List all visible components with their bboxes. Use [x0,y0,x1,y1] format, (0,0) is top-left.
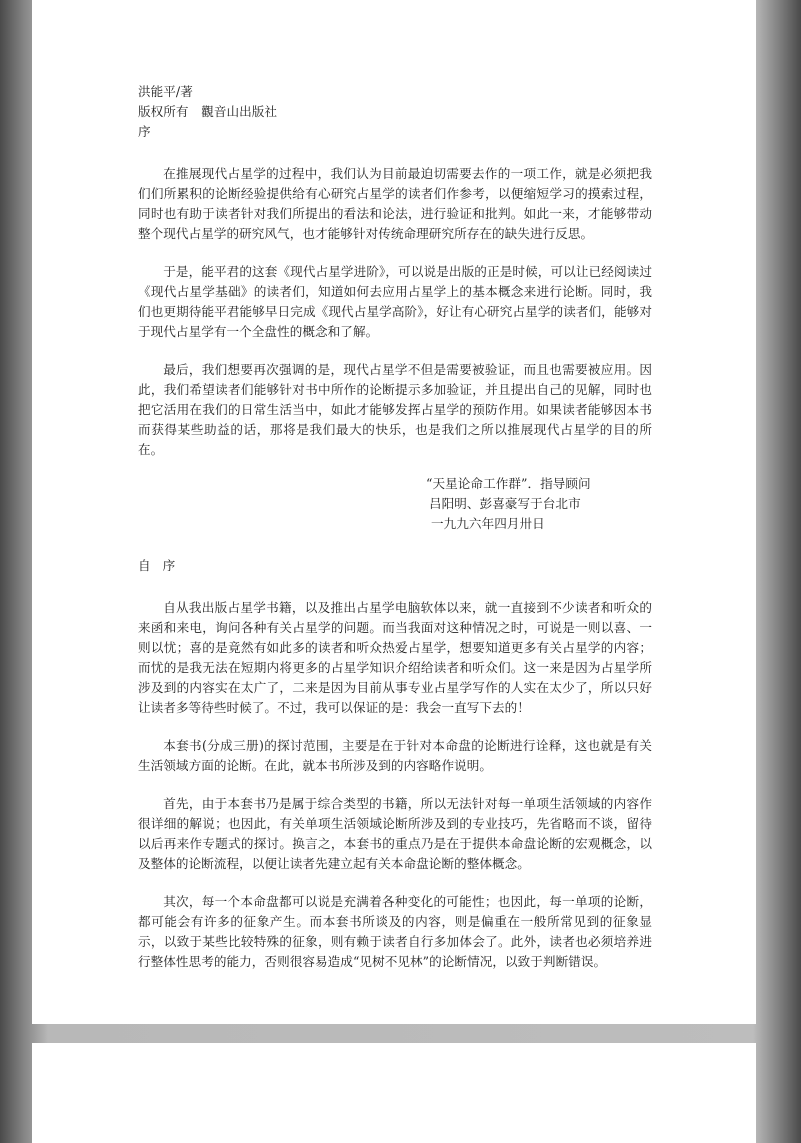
signature-date: 一九九六年四月卅日 [431,516,545,531]
preface-heading: 序 [138,124,151,139]
page-content [138,82,652,972]
document-page [32,0,756,1024]
preface-paragraph-1: 在推展现代占星学的过程中，我们认为目前最迫切需要去作的一项工作，就是必须把我们们所累积的论断经验提供给有心研究占星学的读者们作参考，以便缩短学习的摸索过程，同时也有助于读者针对我们所提出的看法和论法，进行验证和批判。如此一来，才能够带动整个现代占星学的研究风气，也才能够针对传统命理研究所存在的缺失进行反思。 [138,166,652,241]
self-preface-paragraph-1: 自从我出版占星学书籍，以及推出占星学电脑软体以来，就一直接到不少读者和听众的来函和来电，询问各种有关占星学的问题。而当我面对这种情况之时，可说是一则以喜、一则以忧；喜的是竟然有如此多的读者和听众热爱占星学，想要知道更多有关占星学的内容；而忧的是我无法在短期内将更多的占星学知识介绍给读者和听众们。这一来是因为占星学所涉及到的内容实在太广了，二来是因为目前从事专业占星学写作的人实在太少了，所以只好让读者多等待些时候了。不过，我可以保证的是：我会一直写下去的！ [138,600,652,715]
self-preface-paragraph-2: 本套书(分成三册)的探讨范围，主要是在于针对本命盘的论断进行诠释，这也就是有关生活领域方面的论断。在此，就本书所涉及到的内容略作说明。 [138,738,652,773]
signature-line-2: 吕阳明、彭喜豪写于台北市 [429,496,581,511]
self-preface-paragraph-4: 其次，每一个本命盘都可以说是充满着各种变化的可能性；也因此，每一单项的论断，都可能会有许多的征象产生。而本套书所谈及的内容，则是偏重在一般所常见到的征象显示，以致于某些比较特殊的征象，则有赖于读者自行多加体会了。此外，读者也必须培养进行整体性思考的能力，否则很容易造成“见树不见林”的论断情况，以致于判断错误。 [138,894,652,969]
self-preface-heading: 自序 [138,558,188,573]
preface-paragraph-2: 于是，能平君的这套《现代占星学进阶》，可以说是出版的正是时候，可以让已经阅读过《现代占星学基础》的读者们，知道如何去应用占星学上的基本概念来进行论断。同时，我们也更期待能平君能够早日完成《现代占星学高阶》，好让有心研究占星学的读者们，能够对于现代占星学有一个全盘性的概念和了解。 [138,264,652,339]
preface-paragraph-3: 最后，我们想要再次强调的是，现代占星学不但是需要被验证，而且也需要被应用。因此，我们希望读者们能够针对书中所作的论断提示多加验证，并且提出自己的见解，同时也把它活用在我们的日常生活当中，如此才能够发挥占星学的预防作用。如果读者能够因本书而获得某些助益的话，那将是我们最大的快乐，也是我们之所以推展现代占星学的目的所在。 [138,362,652,457]
signature-line-1: “天星论命工作群”．指导顾问 [426,476,591,491]
self-preface-paragraph-3: 首先，由于本套书乃是属于综合类型的书籍，所以无法针对每一单项生活领域的内容作很详细的解说；也因此，有关单项生活领域论断所涉及到的专业技巧，先省略而不谈，留待以后再来作专题式的探讨。换言之，本套书的重点乃是在于提供本命盘论断的宏观概念，以及整体的论断流程，以便让读者先建立起有关本命盘论断的整体概念。 [138,796,652,871]
next-document-page [32,1043,756,1143]
author-line: 洪能平/著 [138,84,193,99]
copyright-line: 版权所有 觀音山出版社 [138,104,278,119]
